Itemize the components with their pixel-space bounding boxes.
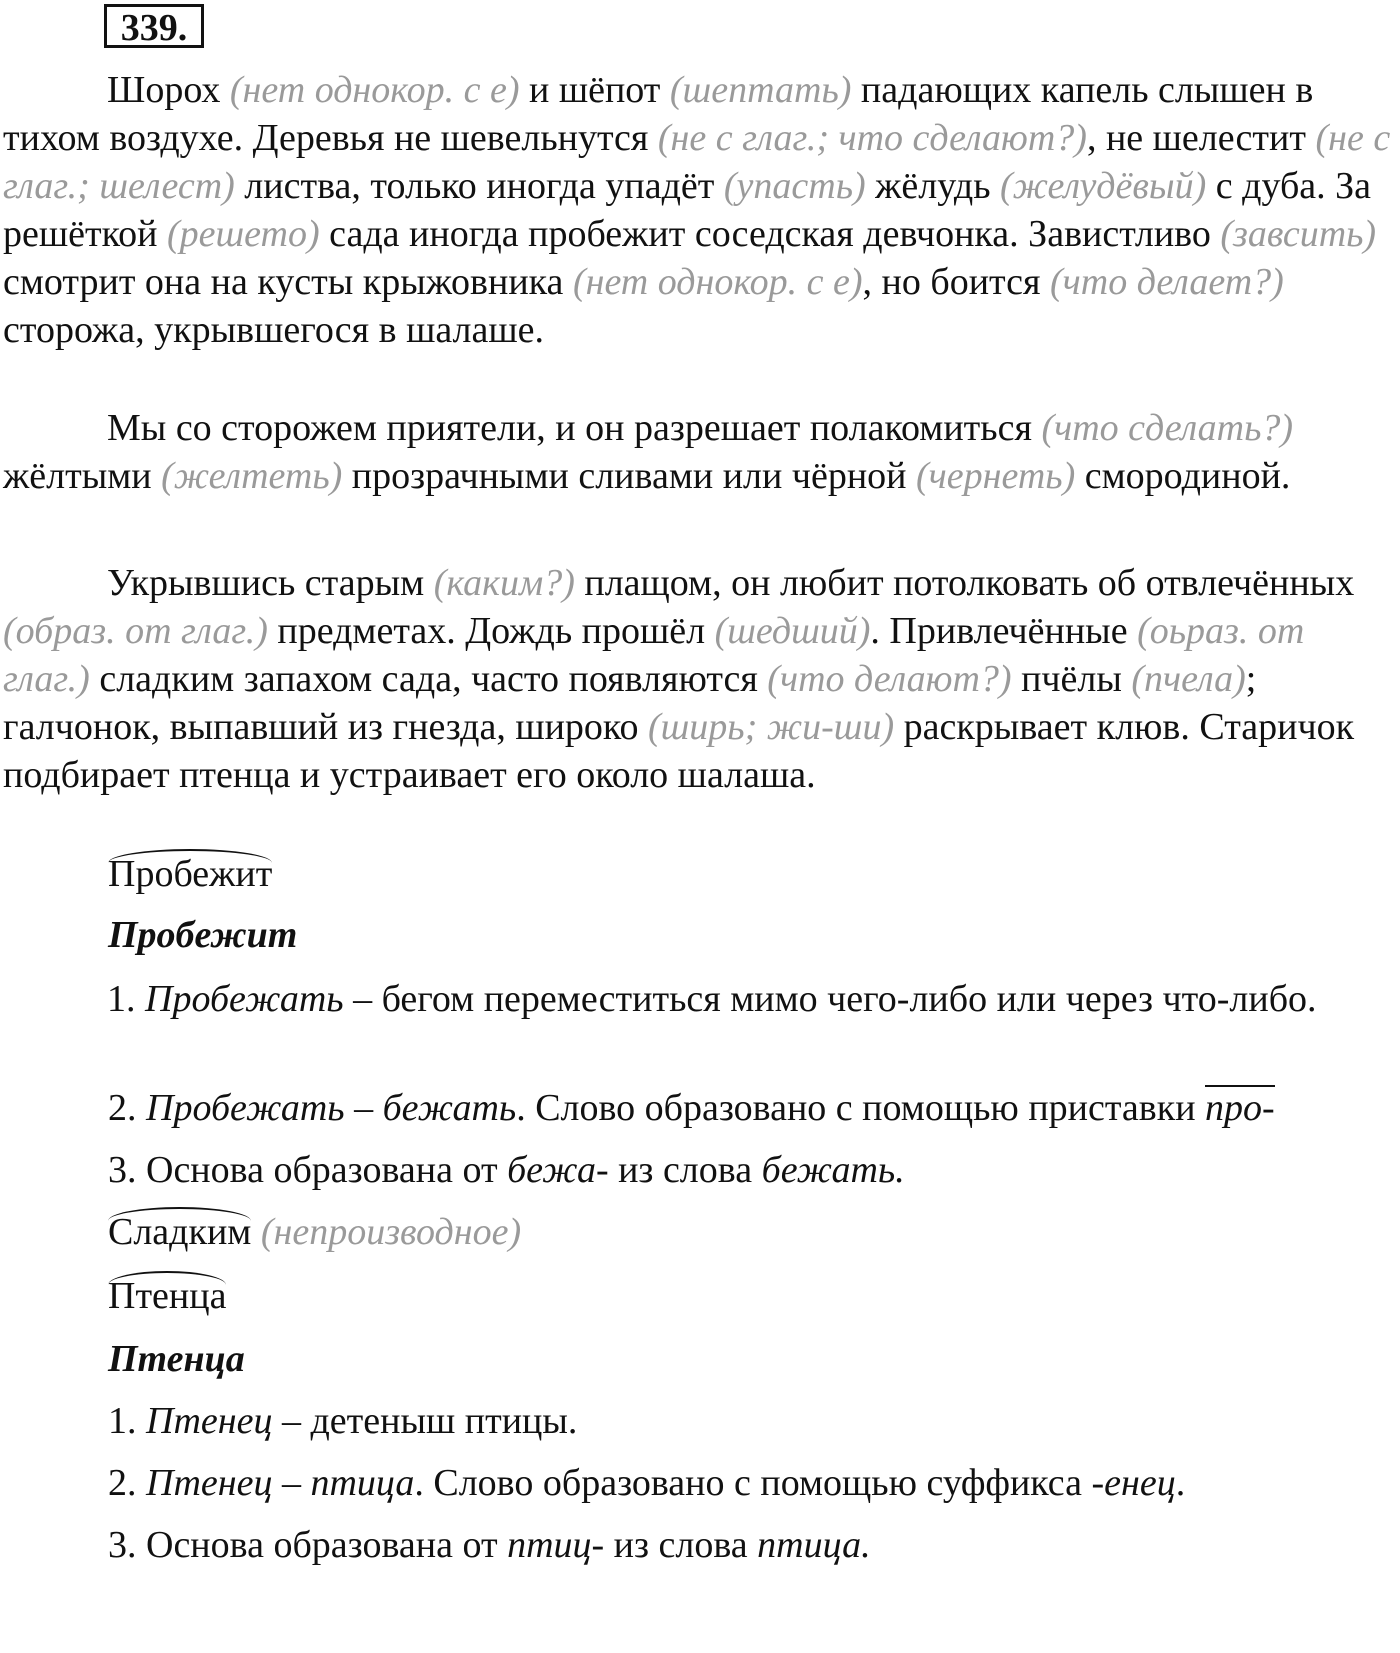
- p2-w4: смородиной.: [1084, 455, 1291, 497]
- p1-c1: (нет однокор. с е): [229, 69, 520, 111]
- a2-i3-text2: из слова: [613, 1524, 748, 1566]
- p1-w8: сада иногда пробежит соседская девчонка. Завистливо: [329, 213, 1211, 255]
- p1-c8: (завсить): [1220, 213, 1377, 255]
- p3-c4: (оьраз. от глаг.): [3, 610, 1305, 700]
- a1-i2-num: 2.: [108, 1087, 137, 1129]
- a1-i2-prefix: про-: [1205, 1087, 1275, 1129]
- p1-c5: (упасть): [723, 165, 866, 207]
- a2-i3-text1: Основа образована от: [146, 1524, 498, 1566]
- morph-word-probezhit-text: Пробежит: [108, 849, 272, 895]
- p2-c2: (желтеть): [161, 455, 343, 497]
- p2-w1: Мы со сторожем приятели, и он разрешает полакомиться: [107, 407, 1032, 449]
- heading-ptentsa: Птенца: [108, 1338, 245, 1380]
- a1-i3-num: 3.: [108, 1149, 137, 1191]
- p3-w8: раскрывает клюв. Старичок подбирает птенца и устраивает его около шалаша.: [3, 706, 1355, 796]
- p3-w1: Укрывшись старым: [107, 562, 425, 604]
- p1-w11: сторожа, укрывшегося в шалаше.: [3, 309, 544, 351]
- a1-i3-end: .: [895, 1149, 905, 1191]
- a1-i2-a: Пробежать: [146, 1087, 345, 1129]
- paragraph-2: [3, 404, 1398, 500]
- p3-w2: плащом, он любит потолковать об отвлечённых: [584, 562, 1355, 604]
- exercise-number: 339.: [104, 4, 204, 48]
- a1-i3-base: бежа-: [507, 1149, 609, 1191]
- a2-i2-end: .: [1175, 1462, 1186, 1504]
- p3-c5: (что делают?): [767, 658, 1012, 700]
- p1-c6: (желудёвый): [1000, 165, 1207, 207]
- p1-w9: смотрит она на кусты крыжовника: [3, 261, 564, 303]
- p3-w5: сладким запахом сада, часто появляются: [99, 658, 758, 700]
- a2-i1-word: Птенец: [146, 1400, 273, 1442]
- a2-i1-text: – детеныш птицы.: [281, 1400, 578, 1442]
- p1-c7: (решето): [166, 213, 320, 255]
- p3-w7: ; галчонок, выпавший из гнезда, широко: [3, 658, 1257, 748]
- p1-w2: и шёпот: [529, 69, 661, 111]
- p1-w6: жёлудь: [875, 165, 991, 207]
- p3-w4: . Привлечённые: [870, 610, 1128, 652]
- a1-i1-num: 1.: [107, 978, 136, 1020]
- analysis2-item2: [108, 1459, 1185, 1507]
- a2-i3-num: 3.: [108, 1524, 137, 1566]
- p3-c7: (ширь; жи-ши): [647, 706, 895, 748]
- morph-word-ptentsa: [108, 1272, 226, 1320]
- sladkim-word: Сладким: [108, 1207, 251, 1253]
- a1-i2-text: . Слово образовано с помощью приставки: [516, 1087, 1196, 1129]
- sladkim-line: [108, 1208, 521, 1256]
- p1-c3: (не с глаг.; что сделают?): [657, 117, 1087, 159]
- p3-w6: пчёлы: [1021, 658, 1122, 700]
- sladkim-note: (непроизводное): [260, 1211, 522, 1253]
- p1-w7: с дуба. За решёткой: [3, 165, 1372, 255]
- p1-c4: (не с глаг.; шелест): [3, 117, 1391, 207]
- p3-c3: (шедший): [714, 610, 871, 652]
- morph-word-ptentsa-text: Птенца: [108, 1271, 226, 1317]
- a2-i3-end: .: [861, 1524, 871, 1566]
- p1-c9: (нет однокор. с е): [572, 261, 863, 303]
- p3-w3: предметах. Дождь прошёл: [277, 610, 706, 652]
- analysis1-item2: [108, 1084, 1275, 1132]
- a2-i2-a: Птенец: [146, 1462, 273, 1504]
- a2-i2-b: птица: [310, 1462, 415, 1504]
- p2-c1: (что сделать?): [1041, 407, 1294, 449]
- a1-i2-b: бежать: [382, 1087, 517, 1129]
- a1-i1-text: – бегом переместиться мимо чего-либо или через что-либо.: [353, 978, 1317, 1020]
- p2-w2: жёлтыми: [3, 455, 152, 497]
- a1-i1-word: Пробежать: [145, 978, 344, 1020]
- p1-w1: Шорох: [107, 69, 221, 111]
- analysis2-item3: [108, 1521, 871, 1569]
- p1-w3: падающих капель слышен в тихом воздухе. Деревья не шевельнутся: [3, 69, 1314, 159]
- a2-i3-word: птица: [757, 1524, 862, 1566]
- analysis2-item1: [108, 1397, 577, 1445]
- a1-i3-text2: из слова: [618, 1149, 753, 1191]
- p3-c2: (образ. от глаг.): [3, 610, 268, 652]
- a2-i2-dash: –: [281, 1462, 301, 1504]
- a1-i3-word: бежать: [761, 1149, 896, 1191]
- p1-c2: (шептать): [669, 69, 852, 111]
- p1-w4: , не шелестит: [1086, 117, 1306, 159]
- a2-i2-suffix: енец: [1104, 1462, 1176, 1504]
- a2-i3-base: птиц-: [507, 1524, 605, 1566]
- p1-w10: , но боится: [862, 261, 1041, 303]
- p1-w5: листва, только иногда упадёт: [244, 165, 715, 207]
- a2-i1-num: 1.: [108, 1400, 137, 1442]
- paragraph-1: [3, 66, 1398, 354]
- analysis1-item3: [108, 1146, 905, 1194]
- a2-i2-num: 2.: [108, 1462, 137, 1504]
- analysis1-item1: [3, 975, 1398, 1023]
- morph-word-probezhit: [108, 850, 272, 898]
- heading-probezhit: Пробежит: [108, 914, 298, 956]
- paragraph-3: [3, 559, 1398, 799]
- a2-i2-text: . Слово образовано с помощью суффикса -: [414, 1462, 1105, 1504]
- p2-w3: прозрачными сливами или чёрной: [351, 455, 907, 497]
- p2-c3: (чернеть): [916, 455, 1076, 497]
- a1-i3-text1: Основа образована от: [146, 1149, 498, 1191]
- p3-c6: (пчела): [1131, 658, 1246, 700]
- a1-i2-dash: –: [354, 1087, 374, 1129]
- p1-c10: (что делает?): [1049, 261, 1284, 303]
- p3-c1: (каким?): [433, 562, 575, 604]
